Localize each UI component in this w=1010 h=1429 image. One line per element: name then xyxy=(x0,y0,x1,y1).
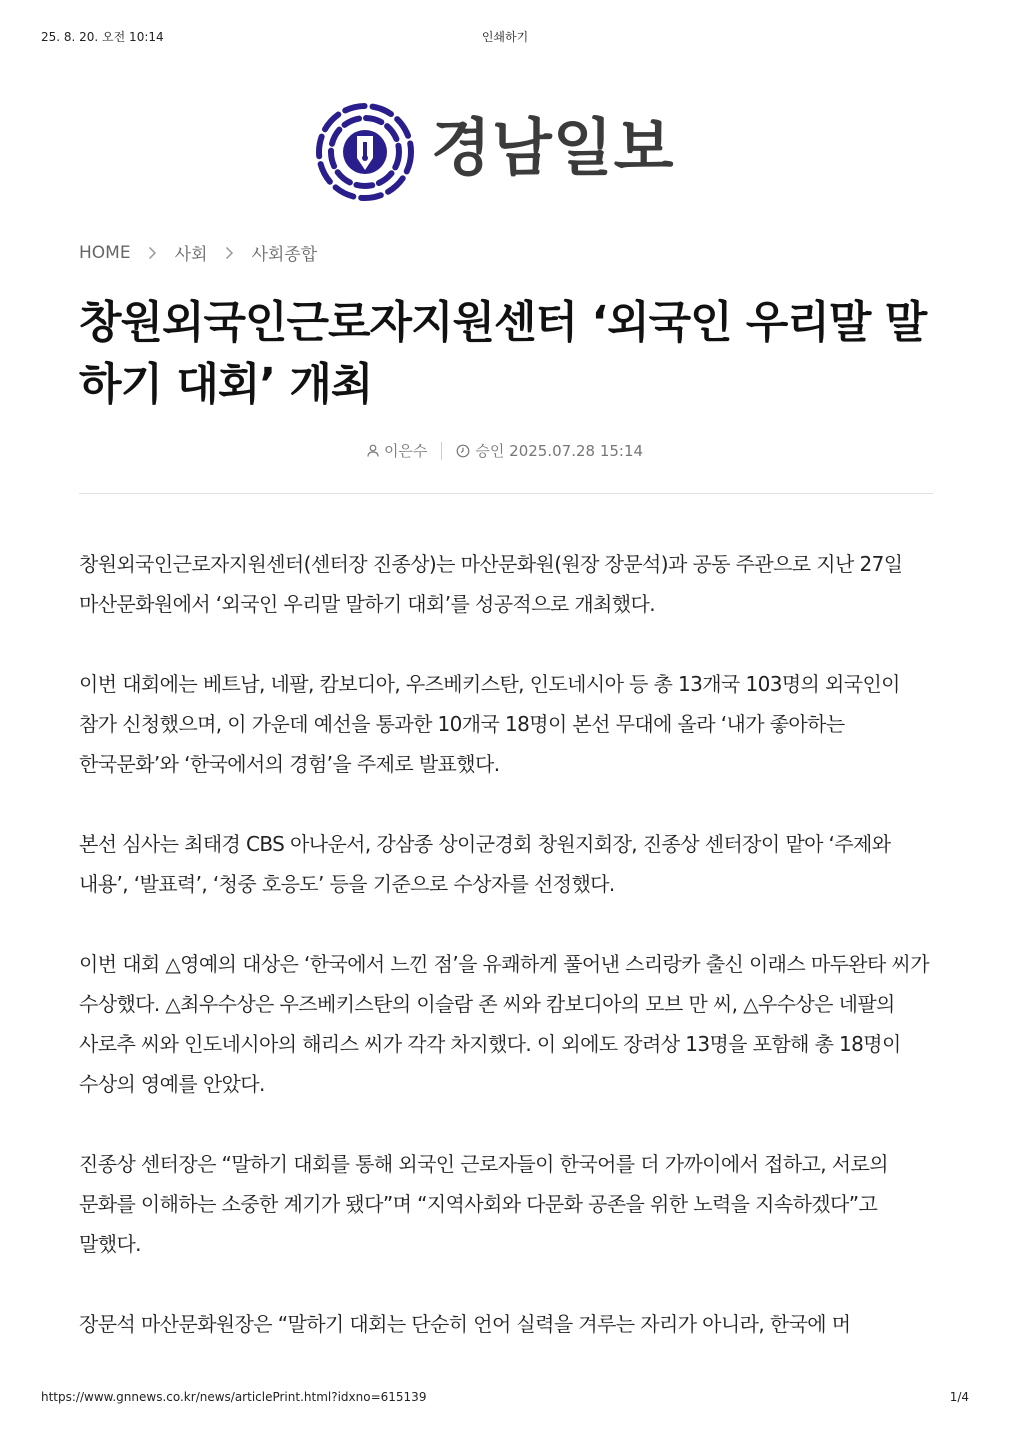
site-logo[interactable] xyxy=(313,100,713,204)
breadcrumb-society[interactable]: 사회 xyxy=(174,245,208,265)
paragraph: 이번 대회 △영예의 대상은 ‘한국에서 느낀 점’을 유쾌하게 풀어낸 스리랑카 출신 이래스 마두완타 씨가 수상했다. △최우수상은 우즈베키스탄의 이슬람 존 씨와 캄보디아의 모브 만 씨, △우수상은 네팔의 사로추 씨와 인도네시아의 해리스 씨가 각각 차지했다. 이 외에도 장려상 13명을 포함해 총 18명이 수상의 영예를 안았다. xyxy=(79,952,929,1096)
print-url: https://www.gnnews.co.kr/news/articlePrint.html?idxno=615139 xyxy=(41,1390,427,1404)
print-datetime: 25. 8. 20. 오전 10:14 xyxy=(41,30,164,44)
article-body xyxy=(79,544,929,1384)
byline-divider xyxy=(441,442,442,460)
article-headline: 창원외국인근로자지원센터 ‘외국인 우리말 말하기 대회’ 개최 xyxy=(79,297,927,410)
header-divider xyxy=(79,493,933,494)
user-icon xyxy=(367,444,379,457)
paragraph: 본선 심사는 최태경 CBS 아나운서, 강삼종 상이군경회 창원지회장, 진종상 센터장이 맡아 ‘주제와 내용’, ‘발표력’, ‘청중 호응도’ 등을 기준으로 수상자를 선정했다. xyxy=(79,832,891,896)
page-number: 1/4 xyxy=(949,1390,969,1404)
paragraph: 진종상 센터장은 “말하기 대회를 통해 외국인 근로자들이 한국어를 더 가까이에서 접하고, 서로의 문화를 이해하는 소중한 계기가 됐다”며 “지역사회와 다문화 공존을 위한 노력을 지속하겠다”고 말했다. xyxy=(79,1152,888,1256)
logo-text: 경남일보 xyxy=(431,111,675,184)
breadcrumb-society-general[interactable]: 사회종합 xyxy=(251,245,318,265)
author xyxy=(367,440,427,461)
print-header xyxy=(41,28,969,46)
author-name: 이은수 xyxy=(383,442,428,460)
paragraph: 창원외국인근로자지원센터(센터장 진종상)는 마산문화원(원장 장문석)과 공동 주관으로 지난 27일 마산문화원에서 ‘외국인 우리말 말하기 대회’를 성공적으로 개최했다. xyxy=(79,552,903,616)
newspaper-emblem-icon xyxy=(313,100,417,204)
approved-datetime: 승인 2025.07.28 15:14 xyxy=(475,442,644,460)
chevron-right-icon xyxy=(141,246,165,260)
paragraph: 장문석 마산문화원장은 “말하기 대회는 단순히 언어 실력을 겨루는 자리가 아니라, 한국에 머 xyxy=(79,1312,851,1336)
paragraph: 이번 대회에는 베트남, 네팔, 캄보디아, 우즈베키스탄, 인도네시아 등 총 13개국 103명의 외국인이 참가 신청했으며, 이 가운데 예선을 통과한 10개국 18명이 본선 무대에 올라 ‘내가 좋아하는 한국문화’와 ‘한국에서의 경험’을 주제로 발표했다. xyxy=(79,672,900,776)
clock-icon xyxy=(456,444,470,458)
print-title: 인쇄하기 xyxy=(481,30,529,44)
breadcrumb-home[interactable]: HOME xyxy=(79,242,131,263)
approved-time xyxy=(456,440,643,461)
article-byline xyxy=(0,440,1010,461)
breadcrumb xyxy=(79,240,317,265)
chevron-right-icon xyxy=(217,246,241,260)
